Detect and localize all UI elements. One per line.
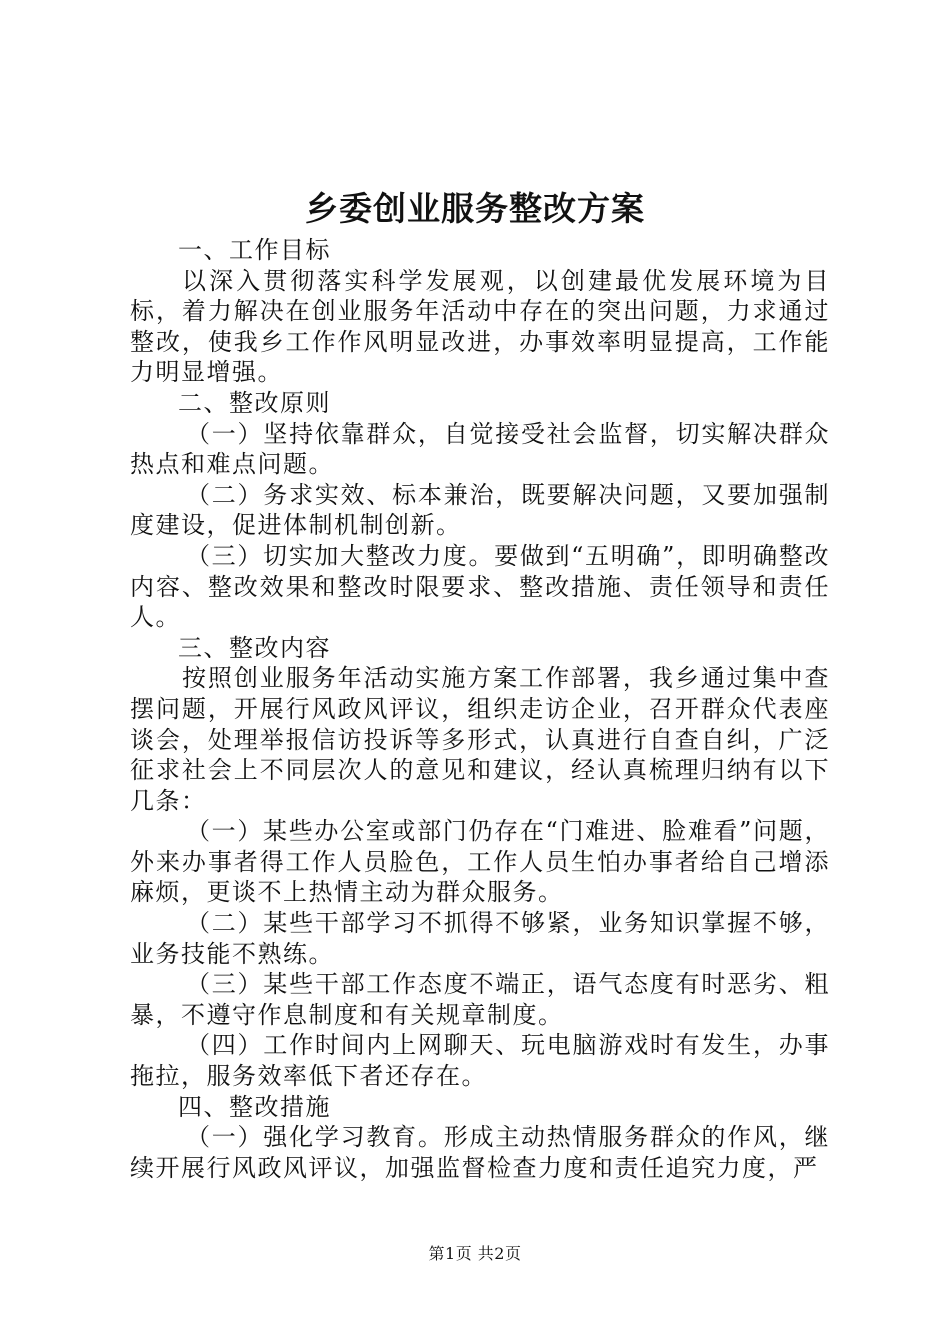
content-item-4: （四）工作时间内上网聊天、玩电脑游戏时有发生，办事拖拉，服务效率低下者还存在。: [130, 1031, 830, 1091]
document-body: [130, 235, 830, 1183]
page-footer: 第1页 共2页: [428, 1244, 522, 1263]
section-heading-principles: 二、整改原则: [178, 388, 331, 417]
content-item-3: （三）某些干部工作态度不端正，语气态度有时恶劣、粗暴，不遵守作息制度和有关规章制度。: [130, 970, 830, 1029]
principle-item-2: （二）务求实效、标本兼治，既要解决问题，又要加强制度建设，促进体制机制创新。: [130, 480, 830, 540]
section-heading-goal: 一、工作目标: [178, 236, 331, 264]
principle-item-1: （一）坚持依靠群众，自觉接受社会监督，切实解决群众热点和难点问题。: [130, 419, 830, 479]
content-item-1: （一）某些办公室或部门仍存在“门难进、脸难看”问题，外来办事者得工作人员脸色，工作人员生怕办事者给自己增添麻烦，更谈不上热情主动为群众服务。: [130, 817, 830, 907]
paragraph-goal: 以深入贯彻落实科学发展观，以创建最优发展环境为目标，着力解决在创业服务年活动中存在的突出问题，力求通过整改，使我乡工作作风明显改进，办事效率明显提高，工作能力明显增强。: [130, 266, 830, 387]
document-title: 乡委创业服务整改方案: [305, 189, 645, 228]
measure-item-1: （一）强化学习教育。形成主动热情服务群众的作风，继续开展行风政风评议，加强监督检查力度和责任追究力度，严: [130, 1123, 830, 1182]
paragraph-content: 按照创业服务年活动实施方案工作部署，我乡通过集中查摆问题，开展行风政风评议，组织走访企业，召开群众代表座谈会，处理举报信访投诉等多形式，认真进行自查自纠，广泛征求社会上不同层次人的意见和建议，经认真梳理归纳有以下几条：: [130, 664, 830, 815]
principle-item-3: （三）切实加大整改力度。要做到“五明确”，即明确整改内容、整改效果和整改时限要求、整改措施、责任领导和责任人。: [130, 541, 830, 632]
section-heading-measures: 四、整改措施: [178, 1092, 331, 1121]
section-heading-content: 三、整改内容: [178, 633, 331, 662]
content-item-2: （二）某些干部学习不抓得不够紧，业务知识掌握不够，业务技能不熟练。: [130, 909, 830, 968]
